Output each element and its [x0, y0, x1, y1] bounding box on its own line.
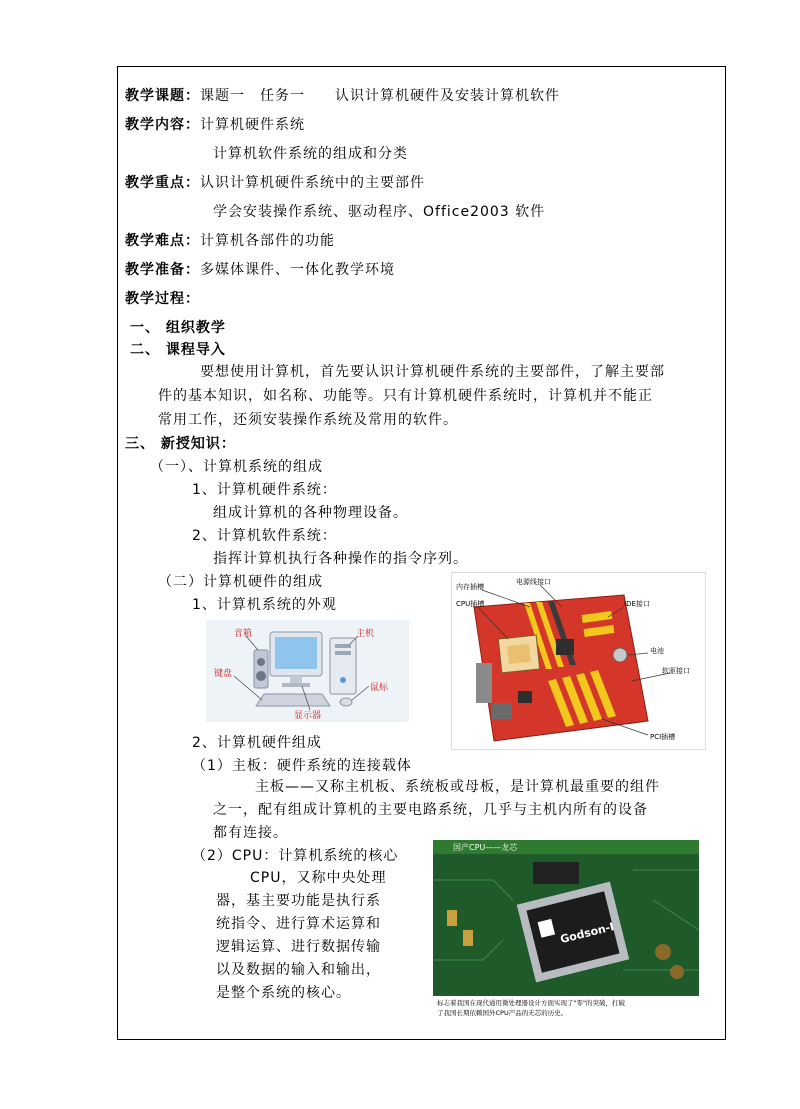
floppy-port-label: 软驱接口	[662, 667, 690, 675]
hardware-components-item: 2、计算机硬件组成	[192, 735, 322, 751]
keyboard-label: 键盘	[214, 669, 233, 679]
keypoint-line1: 认识计算机硬件系统中的主要部件	[200, 175, 425, 191]
cpu-slot-label: CPU插槽	[456, 600, 485, 608]
topic-value: 课题一 任务一 认识计算机硬件及安装计算机软件	[200, 88, 560, 104]
content-row	[125, 115, 305, 135]
difficulty-label: 教学难点：	[125, 233, 200, 249]
motherboard-desc-line2: 之一，配有组成计算机的主要电路系统，几乎与主机内所有的设备	[213, 802, 648, 818]
section-intro: 二、 课程导入	[130, 342, 226, 358]
cpu-caption-line1: 标志着我国在现代通用微处理器设计方面实现了"零"的突破，打破	[437, 999, 625, 1007]
software-system-item: 2、计算机软件系统：	[192, 528, 337, 544]
cpu-photo-image	[433, 840, 699, 1020]
prep-row	[125, 260, 395, 280]
cpu-desc-line6: 是整个系统的核心。	[216, 985, 351, 1001]
difficulty-row	[125, 231, 335, 251]
pc-system-image	[206, 620, 409, 722]
keypoint-row	[125, 173, 425, 193]
content-line2: 计算机软件系统的组成和分类	[213, 146, 408, 162]
prep-value: 多媒体课件、一体化教学环境	[200, 262, 395, 278]
content-line1: 计算机硬件系统	[200, 117, 305, 133]
host-label: 主机	[356, 629, 375, 639]
software-system-desc: 指挥计算机执行各种操作的指令序列。	[213, 551, 468, 567]
motherboard-title: （1）主板：硬件系统的连接载体	[192, 758, 412, 774]
cpu-desc-line2: 器，基主要功能是执行系	[216, 893, 381, 909]
process-label: 教学过程：	[125, 291, 200, 307]
intro-paragraph-line3: 常用工作，还须安装操作系统及常用的软件。	[158, 412, 458, 428]
pci-slot-label: PCI插槽	[650, 733, 676, 741]
hardware-system-desc: 组成计算机的各种物理设备。	[213, 505, 408, 521]
cpu-desc-line5: 以及数据的输入和输出，	[216, 962, 381, 978]
cpu-desc-line1: CPU，又称中央处理	[250, 870, 387, 886]
cpu-desc-line4: 逻辑运算、进行数据传输	[216, 939, 381, 955]
subsection-hardware: （二）计算机硬件的组成	[158, 574, 323, 590]
keypoint-label: 教学重点：	[125, 175, 200, 191]
mouse-label: 鼠标	[370, 683, 389, 693]
topic-row	[125, 86, 560, 106]
memory-slot-label: 内存插槽	[456, 583, 484, 591]
intro-paragraph-line1: 要想使用计算机，首先要认识计算机硬件系统的主要部件，了解主要部	[200, 364, 665, 380]
motherboard-desc-line1: 主板——又称主机板、系统板或母板，是计算机最重要的组件	[255, 779, 660, 795]
ide-port-label: IDE接口	[624, 600, 650, 608]
topic-label: 教学课题：	[125, 88, 200, 104]
motherboard-desc-line3: 都有连接。	[213, 825, 288, 841]
intro-paragraph-line2: 件的基本知识，如名称、功能等。只有计算机硬件系统时，计算机并不能正	[158, 388, 653, 404]
difficulty-value: 计算机各部件的功能	[200, 233, 335, 249]
prep-label: 教学准备：	[125, 262, 200, 278]
keypoint-line2: 学会安装操作系统、驱动程序、Office2003 软件	[213, 204, 546, 220]
cpu-title: （2）CPU：计算机系统的核心	[192, 848, 399, 864]
content-label: 教学内容：	[125, 117, 200, 133]
hardware-system-item: 1、计算机硬件系统：	[192, 482, 337, 498]
appearance-item: 1、计算机系统的外观	[192, 597, 337, 613]
power-port-label: 电源线接口	[516, 578, 551, 586]
monitor-label: 显示器	[294, 711, 322, 721]
cpu-photo-header: 国产CPU——龙芯	[453, 843, 518, 852]
section-organize: 一、 组织教学	[130, 320, 226, 336]
battery-label: 电池	[650, 647, 664, 655]
section-new-knowledge: 三、 新授知识：	[125, 436, 236, 452]
subsection-system: （一）、计算机系统的组成	[150, 459, 323, 475]
cpu-chip-marking: Godson-I	[558, 920, 616, 947]
cpu-desc-line3: 统指令、进行算术运算和	[216, 916, 381, 932]
cpu-caption-line2: 了我国长期依赖国外CPU产品的无芯的历史。	[437, 1009, 568, 1017]
speaker-label: 音箱	[234, 629, 253, 639]
motherboard-image	[451, 572, 706, 750]
